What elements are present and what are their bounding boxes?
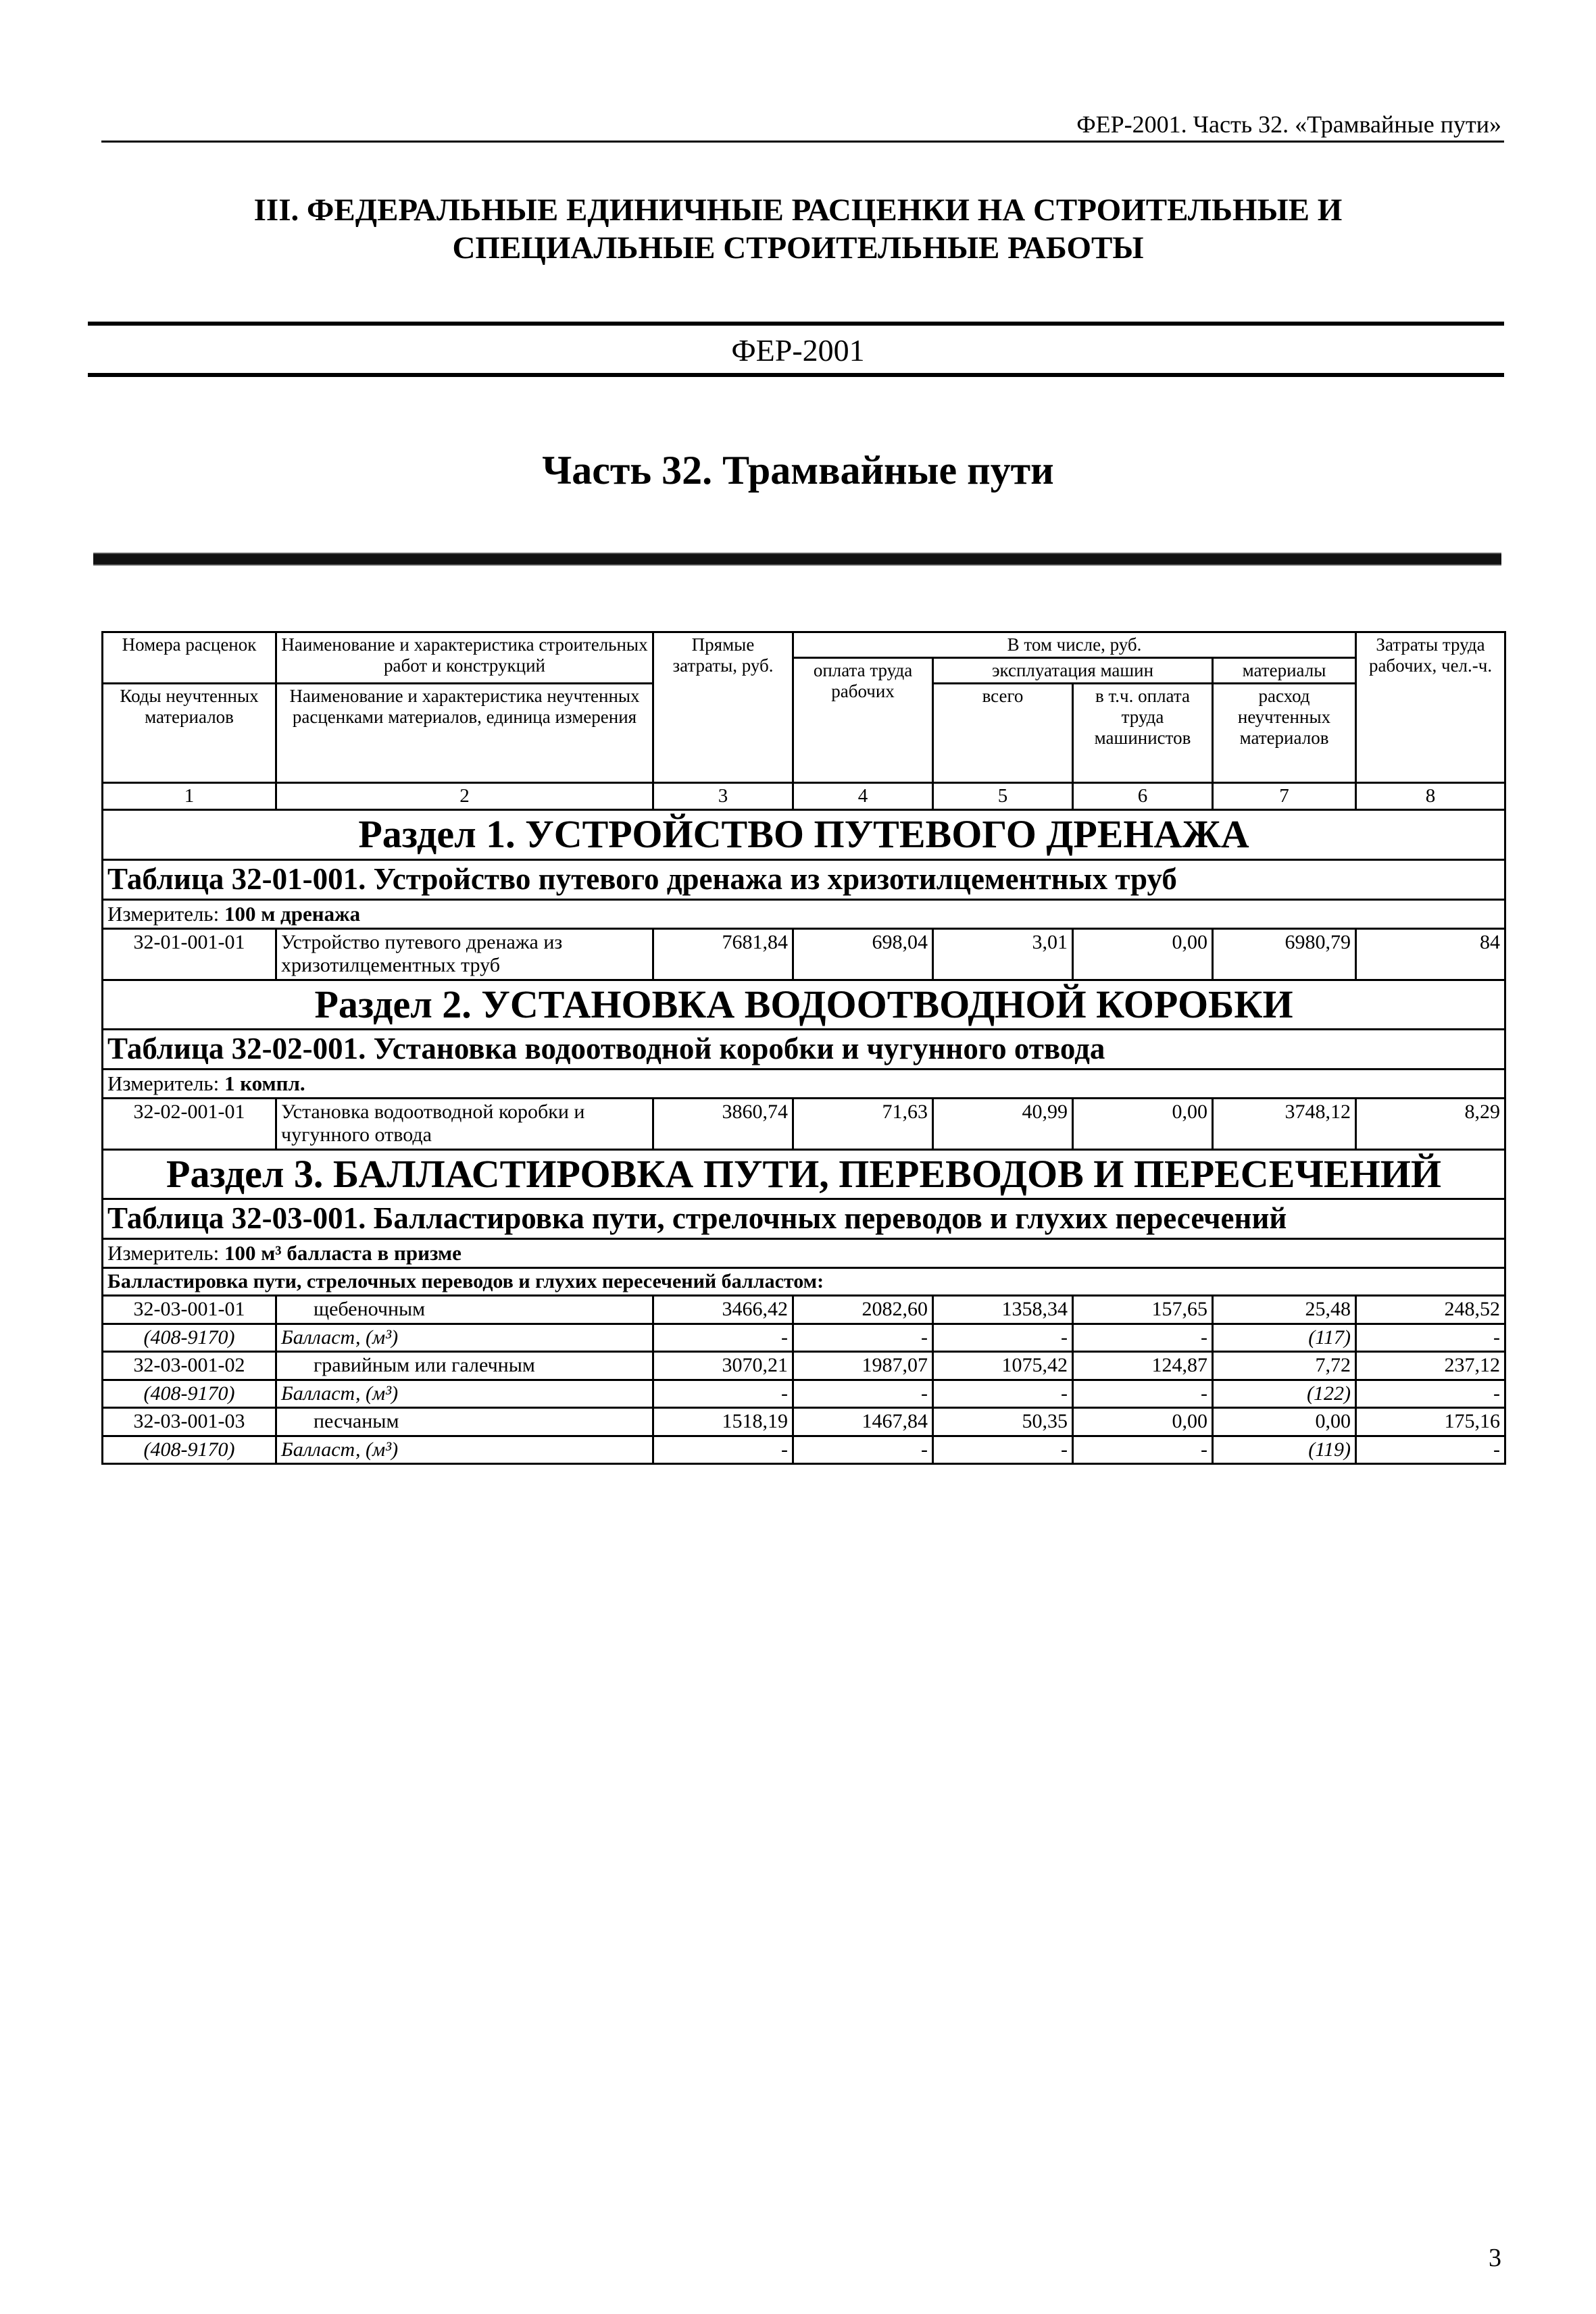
meter-label: Измеритель:	[107, 1071, 220, 1095]
material-cell: -	[933, 1380, 1073, 1408]
material-cell: -	[1073, 1380, 1213, 1408]
material-cell: -	[793, 1436, 933, 1464]
labor-value: 175,16	[1356, 1408, 1505, 1436]
material-row	[103, 1436, 1505, 1464]
labor-value: 84	[1356, 928, 1505, 980]
table-title-row	[103, 1199, 1505, 1239]
header-col1-top: Номера расценок	[103, 632, 276, 684]
material-row	[103, 1324, 1505, 1352]
rate-code: 32-03-001-03	[103, 1408, 276, 1436]
wages-value: 71,63	[793, 1098, 933, 1149]
direct-costs-value: 7681,84	[653, 928, 793, 980]
rate-code: 32-03-001-02	[103, 1352, 276, 1380]
fer-rule-top	[88, 322, 1504, 326]
material-cell: -	[1356, 1324, 1505, 1352]
table-row	[103, 1408, 1505, 1436]
meter-value: 100 м дренажа	[224, 901, 361, 926]
section-heading-row	[103, 810, 1505, 860]
column-numbers-row	[103, 783, 1505, 810]
column-number: 8	[1356, 783, 1505, 810]
header-col2-top: Наименование и характеристика строительных работ и конструкций	[276, 632, 653, 684]
material-cell: -	[1356, 1436, 1505, 1464]
labor-value: 237,12	[1356, 1352, 1505, 1380]
direct-costs-value: 3860,74	[653, 1098, 793, 1149]
material-cell: -	[1073, 1324, 1213, 1352]
wages-value: 2082,60	[793, 1296, 933, 1324]
meter-row	[103, 1069, 1505, 1098]
material-consumption: (119)	[1213, 1436, 1356, 1464]
meter-row	[103, 899, 1505, 928]
group-row	[103, 1267, 1505, 1296]
rate-code: 32-03-001-01	[103, 1296, 276, 1324]
header-machines-wages: в т.ч. оплата труда машинистов	[1073, 684, 1213, 783]
machines-total-value: 1358,34	[933, 1296, 1073, 1324]
material-cell: -	[653, 1380, 793, 1408]
header-col1-bottom: Коды неучтенных материалов	[103, 684, 276, 783]
meter-label: Измеритель:	[107, 901, 220, 926]
material-cell: -	[933, 1324, 1073, 1352]
direct-costs-value: 1518,19	[653, 1408, 793, 1436]
material-cell: -	[1073, 1436, 1213, 1464]
work-name: песчаным	[276, 1408, 653, 1436]
material-code: (408-9170)	[103, 1380, 276, 1408]
material-name: Балласт, (м³)	[276, 1380, 653, 1408]
meter	[103, 899, 1505, 928]
meter-row	[103, 1239, 1505, 1268]
table-row	[103, 1098, 1505, 1149]
meter-value: 1 компл.	[224, 1071, 305, 1095]
header-including: В том числе, руб.	[793, 632, 1356, 658]
header-direct-costs: Прямые затраты, руб.	[653, 632, 793, 783]
material-row	[103, 1380, 1505, 1408]
wages-value: 1467,84	[793, 1408, 933, 1436]
column-number: 5	[933, 783, 1073, 810]
running-header: ФЕР-2001. Часть 32. «Трамвайные пути»	[1076, 111, 1501, 138]
machines-wages-value: 124,87	[1073, 1352, 1213, 1380]
rates-table	[101, 631, 1506, 1465]
table-title-row	[103, 860, 1505, 900]
labor-value: 8,29	[1356, 1098, 1505, 1149]
column-number: 6	[1073, 783, 1213, 810]
table-row	[103, 928, 1505, 980]
machines-wages-value: 0,00	[1073, 928, 1213, 980]
material-cell: -	[653, 1324, 793, 1352]
header-rule	[101, 141, 1504, 143]
material-consumption: (117)	[1213, 1324, 1356, 1352]
main-title-line-1: III. ФЕДЕРАЛЬНЫЕ ЕДИНИЧНЫЕ РАСЦЕНКИ НА СТРОИТЕЛЬНЫЕ И	[253, 193, 1343, 228]
column-number: 1	[103, 783, 276, 810]
machines-total-value: 1075,42	[933, 1352, 1073, 1380]
table-row	[103, 1352, 1505, 1380]
meter-label: Измеритель:	[107, 1241, 220, 1265]
material-cell: -	[793, 1380, 933, 1408]
direct-costs-value: 3070,21	[653, 1352, 793, 1380]
group-label: Балластировка пути, стрелочных переводов и глухих пересечений балластом:	[103, 1267, 1505, 1296]
material-code: (408-9170)	[103, 1324, 276, 1352]
work-name: щебеночным	[276, 1296, 653, 1324]
material-cell: -	[1356, 1380, 1505, 1408]
section-title: Раздел 3. БАЛЛАСТИРОВКА ПУТИ, ПЕРЕВОДОВ И ПЕРЕСЕЧЕНИЙ	[103, 1149, 1505, 1199]
page-number: 3	[1489, 2244, 1501, 2272]
main-title-line-2: СПЕЦИАЛЬНЫЕ СТРОИТЕЛЬНЫЕ РАБОТЫ	[452, 230, 1144, 266]
header-row-1	[103, 632, 1505, 658]
meter	[103, 1239, 1505, 1268]
machines-wages-value: 0,00	[1073, 1098, 1213, 1149]
machines-wages-value: 157,65	[1073, 1296, 1213, 1324]
labor-value: 248,52	[1356, 1296, 1505, 1324]
part-title: Часть 32. Трамвайные пути	[542, 448, 1054, 493]
header-labor: Затраты труда рабочих, чел.-ч.	[1356, 632, 1505, 783]
material-cell: -	[653, 1436, 793, 1464]
machines-total-value: 3,01	[933, 928, 1073, 980]
materials-value: 25,48	[1213, 1296, 1356, 1324]
column-number: 7	[1213, 783, 1356, 810]
direct-costs-value: 3466,42	[653, 1296, 793, 1324]
column-number: 3	[653, 783, 793, 810]
section-title: Раздел 2. УСТАНОВКА ВОДООТВОДНОЙ КОРОБКИ	[103, 980, 1505, 1030]
wages-value: 1987,07	[793, 1352, 933, 1380]
table-title: Таблица 32-03-001. Балластировка пути, стрелочных переводов и глухих пересечений	[103, 1199, 1505, 1239]
material-code: (408-9170)	[103, 1436, 276, 1464]
material-name: Балласт, (м³)	[276, 1436, 653, 1464]
header-machines: эксплуатация машин	[933, 658, 1213, 684]
table-title: Таблица 32-02-001. Установка водоотводной коробки и чугунного отвода	[103, 1030, 1505, 1070]
machines-total-value: 50,35	[933, 1408, 1073, 1436]
material-cell: -	[793, 1324, 933, 1352]
material-cell: -	[933, 1436, 1073, 1464]
materials-value: 7,72	[1213, 1352, 1356, 1380]
fer-code: ФЕР-2001	[731, 333, 865, 368]
section-heading-row	[103, 980, 1505, 1030]
column-number: 2	[276, 783, 653, 810]
header-materials: материалы	[1213, 658, 1356, 684]
section-title: Раздел 1. УСТРОЙСТВО ПУТЕВОГО ДРЕНАЖА	[103, 810, 1505, 860]
materials-value: 0,00	[1213, 1408, 1356, 1436]
machines-total-value: 40,99	[933, 1098, 1073, 1149]
header-col2-bottom: Наименование и характеристика неучтенных расценками материалов, единица измерения	[276, 684, 653, 783]
header-wages: оплата труда рабочих	[793, 658, 933, 783]
rate-code: 32-01-001-01	[103, 928, 276, 980]
work-name: Устройство путевого дренажа из хризотилцементных труб	[276, 928, 653, 980]
section-heading-row	[103, 1149, 1505, 1199]
material-consumption: (122)	[1213, 1380, 1356, 1408]
fer-rule-bottom	[88, 373, 1504, 377]
header-materials-sub: расход неучтенных материалов	[1213, 684, 1356, 783]
materials-value: 3748,12	[1213, 1098, 1356, 1149]
meter	[103, 1069, 1505, 1098]
rate-code: 32-02-001-01	[103, 1098, 276, 1149]
material-name: Балласт, (м³)	[276, 1324, 653, 1352]
work-name: гравийным или галечным	[276, 1352, 653, 1380]
table-row	[103, 1296, 1505, 1324]
column-number: 4	[793, 783, 933, 810]
meter-value: 100 м³ балласта в призме	[224, 1241, 462, 1265]
wages-value: 698,04	[793, 928, 933, 980]
table-title: Таблица 32-01-001. Устройство путевого дренажа из хризотилцементных труб	[103, 860, 1505, 900]
machines-wages-value: 0,00	[1073, 1408, 1213, 1436]
heavy-separator-bar	[93, 553, 1501, 565]
materials-value: 6980,79	[1213, 928, 1356, 980]
header-machines-total: всего	[933, 684, 1073, 783]
table-title-row	[103, 1030, 1505, 1070]
work-name: Установка водоотводной коробки и чугунного отвода	[276, 1098, 653, 1149]
